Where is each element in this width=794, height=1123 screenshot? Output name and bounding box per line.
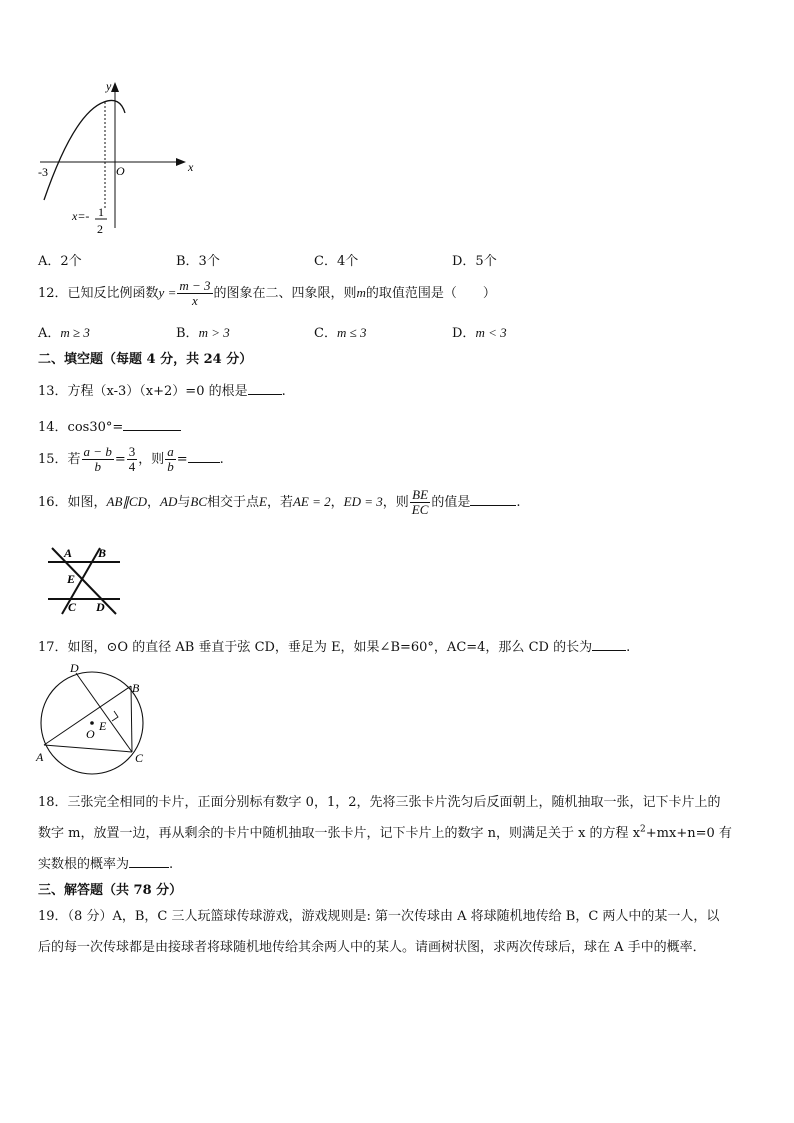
q12-frac-num: m − 3 — [179, 278, 211, 293]
x-axis-arrow — [176, 158, 186, 166]
q15-end: . — [219, 452, 224, 467]
point-b-label: B — [132, 681, 140, 695]
line-ad — [52, 548, 116, 614]
point-c-label: C — [135, 751, 144, 765]
q15-frac-a-b: $\frac{a}{b}$ — [167, 444, 174, 474]
question-14 — [38, 416, 181, 435]
q13-text: 13．方程（x-3）（x+2）=0 的根是 — [38, 384, 248, 399]
q12-prefix: 12．已知反比例函数 — [38, 286, 159, 301]
question-18-line-3: 实数根的概率为 . — [38, 857, 174, 872]
axis-eq-prefix: x=- — [72, 209, 90, 223]
y-label: y — [106, 79, 112, 93]
question-18-line-2: 数字 m，放置一边，再从剩余的卡片中随机抽取一张卡片，记下卡片上的数字 n，则满足关于 x 的方程 $x^2+mx+n=0$ 有 — [38, 824, 732, 841]
q12-suffix: 的取值范围是（ ） — [365, 286, 496, 301]
q15-blank — [188, 462, 220, 463]
q17-blank — [592, 650, 626, 651]
segment-ac — [44, 745, 132, 752]
section-3-title: 三、解答题（共 78 分） — [38, 883, 183, 898]
parabola-figure — [30, 78, 205, 238]
origin-label: O — [116, 164, 125, 178]
point-e-label: E — [67, 572, 76, 586]
x-label: x — [188, 160, 194, 174]
axis-eq-num: 1 — [98, 205, 104, 219]
q12-option-c: C．m ≤ 3 — [314, 325, 367, 341]
center-dot — [90, 721, 94, 725]
q12-option-b: B．m > 3 — [176, 325, 230, 341]
q13-end: . — [281, 384, 286, 399]
chord-cd — [76, 673, 132, 752]
q15-frac-ab: $\frac{a - b}{b}$ — [83, 444, 112, 474]
circle-figure — [34, 660, 154, 778]
q12-fraction — [177, 279, 212, 308]
q12-y-eq: y = — [158, 285, 177, 300]
q16-blank — [470, 505, 516, 506]
q14-blank — [123, 430, 181, 431]
parallel-lines-figure — [42, 544, 132, 616]
q15-eq2: = — [176, 452, 188, 467]
question-16: 16．如图，AB∥CD，AD与BC相交于点E，若AE = 2，ED = 3，则 $\frac{BE}{EC}$ 的值是 . — [38, 487, 521, 517]
right-angle-mark — [112, 711, 118, 721]
q11-option-c: C．4个 — [314, 254, 359, 269]
point-e-label: E — [99, 719, 107, 733]
q15-eq: = — [114, 452, 126, 467]
question-13 — [38, 380, 286, 399]
q13-blank — [248, 394, 282, 395]
q16-fraction: $\frac{BE}{EC}$ — [411, 487, 429, 517]
point-c-label: C — [68, 600, 77, 614]
question-12 — [38, 276, 496, 311]
question-18-line-1: 18．三张完全相同的卡片，正面分别标有数字 0，1，2，先将三张卡片洗匀后反面朝上，随机抽取一张，记下卡片上的 — [38, 795, 721, 810]
point-d-label: D — [96, 600, 105, 614]
q11-option-b: B．3个 — [176, 254, 220, 269]
q12-option-d: D．m < 3 — [452, 325, 507, 341]
q12-mid: 的图象在二、四象限，则 — [213, 286, 357, 301]
q15-mid: ，则 — [138, 452, 165, 467]
q12-var: m — [356, 285, 366, 300]
question-15 — [38, 442, 224, 478]
q11-option-d: D．5个 — [452, 254, 497, 269]
q15-prefix: 15．若 — [38, 452, 81, 467]
q11-option-a: A．2个 — [38, 254, 82, 269]
q14-text: 14．cos30°= — [38, 420, 124, 435]
q15-frac-34: $\frac{3}{4}$ — [128, 444, 136, 474]
point-d-label: D — [70, 661, 79, 675]
axis-eq-den: 2 — [97, 222, 103, 236]
point-b-label: B — [98, 546, 107, 560]
question-19-line-2: 后的每一次传球都是由接球者将球随机地传给其余两人中的某人。请画树状图，求两次传球后，球在 A 手中的概率． — [38, 940, 706, 955]
point-a-label: A — [36, 750, 44, 764]
q12-frac-den: x — [192, 293, 198, 308]
section-2-title: 二、填空题（每题 4 分，共 24 分） — [38, 352, 253, 367]
y-axis-arrow — [111, 82, 119, 92]
question-19-line-1: 19．（8 分）A，B，C 三人玩篮球传球游戏，游戏规则是: 第一次传球由 A 将球随机地传给 B，C 两人中的某一人，以 — [38, 909, 720, 924]
neg3-label: -3 — [38, 165, 48, 179]
q12-option-a: A．m ≥ 3 — [38, 325, 90, 341]
question-17: 17．如图，⊙O 的直径 AB 垂直于弦 CD，垂足为 E，如果∠B=60°，AC=4，那么 CD 的长为 . — [38, 640, 631, 655]
parabola-curve — [44, 100, 125, 200]
point-o-label: O — [86, 727, 95, 741]
point-a-label: A — [64, 546, 73, 560]
q18-blank — [129, 867, 169, 868]
segment-bc — [131, 686, 132, 752]
